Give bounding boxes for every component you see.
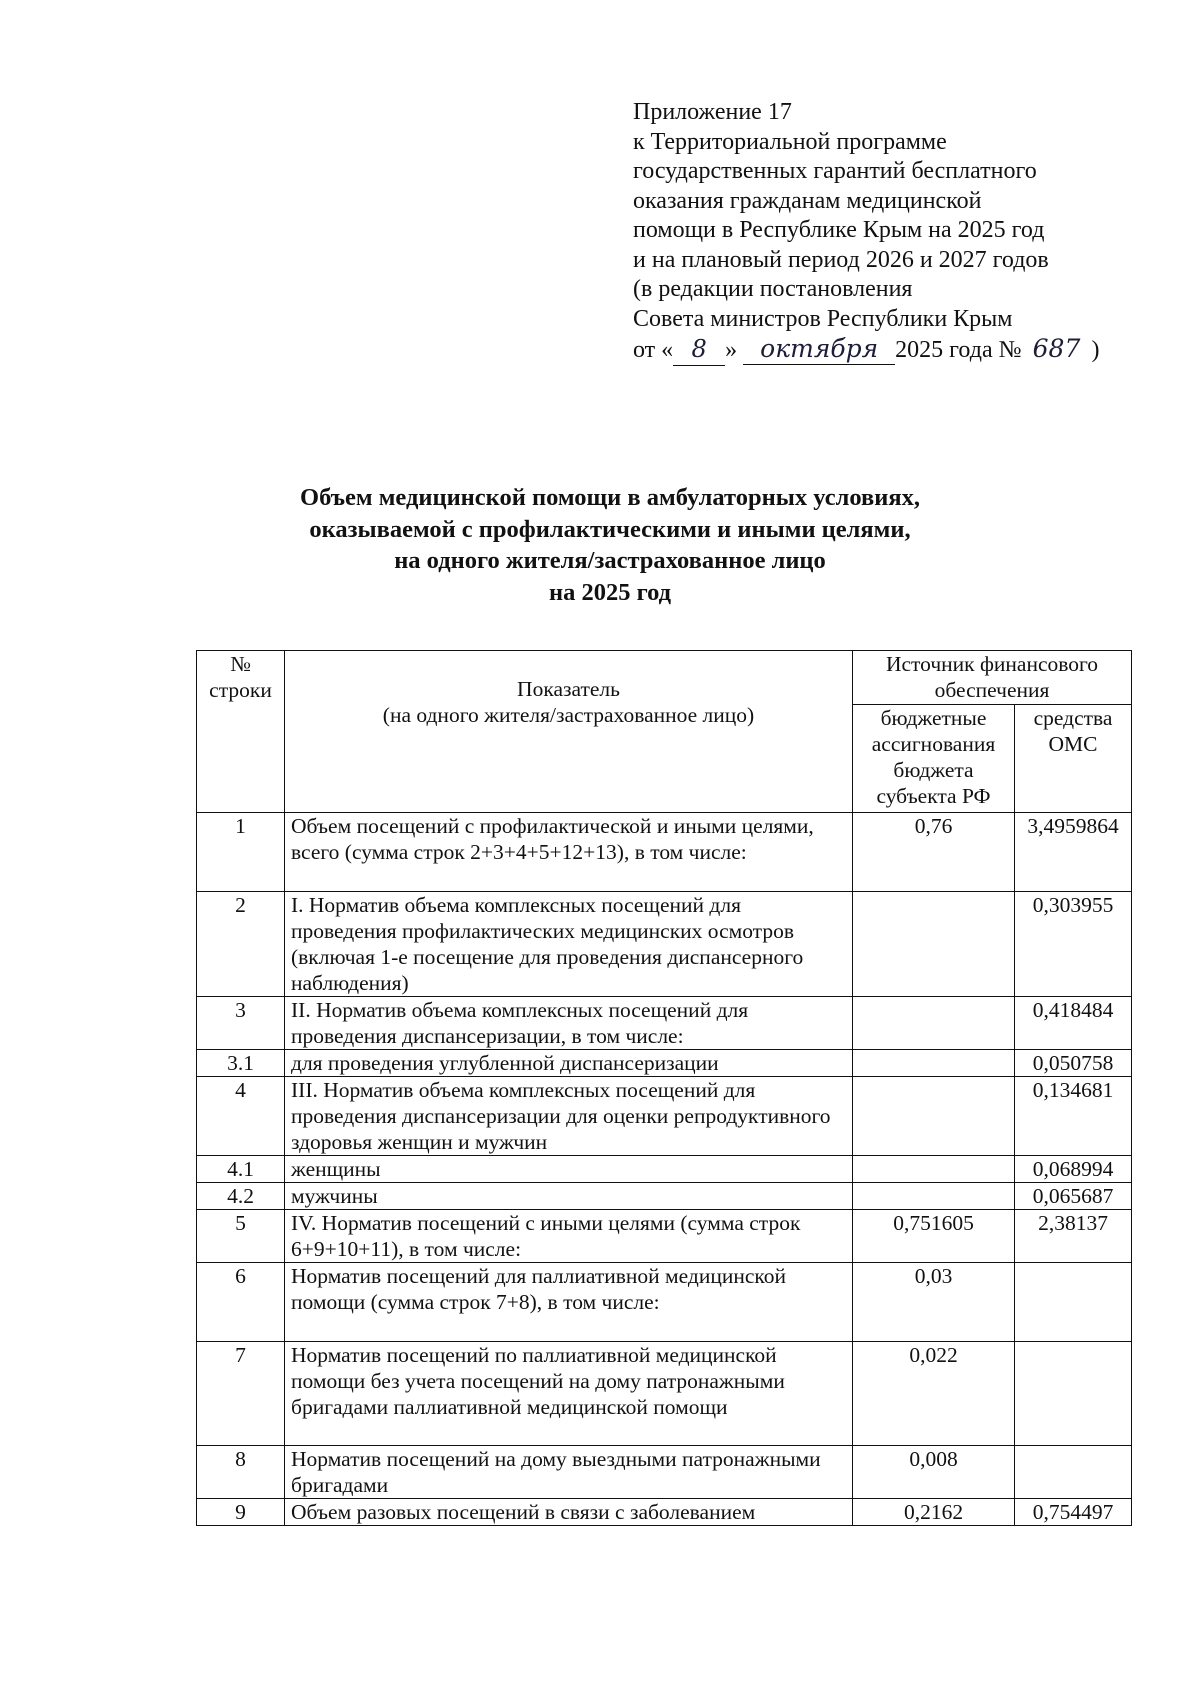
table-row: [197, 997, 1132, 1050]
budget-value-cell: 0,76: [853, 813, 1015, 892]
annex-line: к Территориальной программе: [633, 128, 947, 155]
row-number-cell: 4.1: [197, 1156, 285, 1183]
table-body: [197, 813, 1132, 1526]
indicator-cell: I. Норматив объема комплексных посещений для проведения профилактических медицинских осмотров (включая 1-е посещение для проведения диспансерного наблюдения): [285, 892, 853, 997]
oms-value-cell: 0,050758: [1015, 1050, 1132, 1077]
indicator-cell: III. Норматив объема комплексных посещений для проведения диспансеризации для оценки репродуктивного здоровья женщин и мужчин: [285, 1077, 853, 1156]
budget-value-cell: [853, 997, 1015, 1050]
row-number-cell: 8: [197, 1446, 285, 1499]
row-number-cell: 7: [197, 1342, 285, 1446]
row-number-cell: 9: [197, 1499, 285, 1526]
annex-line: государственных гарантий бесплатного: [633, 158, 1037, 184]
date-suffix: ): [1091, 337, 1100, 363]
oms-value-cell: [1015, 1446, 1132, 1499]
volume-table: [196, 650, 1132, 1526]
oms-value-cell: 2,38137: [1015, 1210, 1132, 1263]
table-row: [197, 1156, 1132, 1183]
handwritten-number: 687: [1032, 334, 1081, 363]
row-number-cell: 6: [197, 1263, 285, 1342]
indicator-cell: IV. Норматив посещений с иными целями (сумма строк 6+9+10+11), в том числе:: [285, 1210, 853, 1263]
header-indicator-title: Показатель: [517, 676, 620, 701]
header-oms: средства ОМС: [1015, 705, 1132, 813]
indicator-cell: Норматив посещений по паллиативной медицинской помощи без учета посещений на дому патронажными бригадами паллиативной медицинской помощи: [285, 1342, 853, 1446]
table-row: [197, 1077, 1132, 1156]
budget-value-cell: 0,008: [853, 1446, 1015, 1499]
budget-value-cell: 0,2162: [853, 1499, 1015, 1526]
document-title: [180, 482, 1040, 608]
table-row: [197, 1342, 1132, 1446]
budget-value-cell: 0,03: [853, 1263, 1015, 1342]
oms-value-cell: [1015, 1342, 1132, 1446]
table-row: [197, 813, 1132, 892]
oms-value-cell: 0,303955: [1015, 892, 1132, 997]
header-indicator: [285, 651, 853, 813]
row-number-cell: 4: [197, 1077, 285, 1156]
budget-value-cell: [853, 892, 1015, 997]
indicator-cell: Норматив посещений на дому выездными патронажными бригадами: [285, 1446, 853, 1499]
table-row: [197, 1210, 1132, 1263]
annex-line: помощи в Республике Крым на 2025 год: [633, 217, 1045, 243]
header-source: Источник финансового обеспечения: [853, 651, 1132, 705]
oms-value-cell: 0,134681: [1015, 1077, 1132, 1156]
oms-value-cell: 0,068994: [1015, 1156, 1132, 1183]
annex-line: оказания гражданам медицинской: [633, 187, 982, 214]
resolution-date-line: [633, 334, 1173, 366]
indicator-cell: Норматив посещений для паллиативной медицинской помощи (сумма строк 7+8), в том числе:: [285, 1263, 853, 1342]
row-number-cell: 2: [197, 892, 285, 997]
indicator-cell: Объем разовых посещений в связи с заболеванием: [285, 1499, 853, 1526]
budget-value-cell: 0,751605: [853, 1210, 1015, 1263]
budget-value-cell: [853, 1156, 1015, 1183]
row-number-cell: 3.1: [197, 1050, 285, 1077]
budget-value-cell: [853, 1077, 1015, 1156]
indicator-cell: для проведения углубленной диспансеризации: [285, 1050, 853, 1077]
table-row: [197, 1263, 1132, 1342]
oms-value-cell: 0,065687: [1015, 1183, 1132, 1210]
row-number-cell: 5: [197, 1210, 285, 1263]
header-indicator-subtitle: (на одного жителя/застрахованное лицо): [382, 702, 755, 727]
row-number-cell: 4.2: [197, 1183, 285, 1210]
title-line: Объем медицинской помощи в амбулаторных условиях,: [300, 484, 920, 511]
table-row: [197, 1050, 1132, 1077]
date-year: 2025 года №: [895, 337, 1022, 363]
annex-line: Приложение 17: [633, 99, 792, 125]
title-line: на одного жителя/застрахованное лицо: [394, 547, 826, 574]
table-row: [197, 1183, 1132, 1210]
header-budget: бюджетные ассигнования бюджета субъекта РФ: [853, 705, 1015, 813]
title-line: на 2025 год: [548, 578, 672, 606]
budget-value-cell: 0,022: [853, 1342, 1015, 1446]
title-line: оказываемой с профилактическими и иными целями,: [309, 515, 911, 543]
oms-value-cell: 3,4959864: [1015, 813, 1132, 892]
handwritten-day: 8: [673, 335, 725, 366]
row-number-cell: 3: [197, 997, 285, 1050]
oms-value-cell: 0,754497: [1015, 1499, 1132, 1526]
header-row-no: № строки: [197, 651, 285, 813]
table-row: [197, 892, 1132, 997]
indicator-cell: мужчины: [285, 1183, 853, 1210]
indicator-cell: Объем посещений с профилактической и иными целями, всего (сумма строк 2+3+4+5+12+13), в том числе:: [285, 813, 853, 892]
budget-value-cell: [853, 1183, 1015, 1210]
date-prefix: от «: [633, 337, 674, 363]
oms-value-cell: 0,418484: [1015, 997, 1132, 1050]
table-row: [197, 1499, 1132, 1526]
annex-line: (в редакции постановления: [633, 276, 913, 302]
oms-value-cell: [1015, 1263, 1132, 1342]
annex-block: [633, 98, 1173, 366]
indicator-cell: II. Норматив объема комплексных посещений для проведения диспансеризации, в том числе:: [285, 997, 853, 1050]
annex-line: Совета министров Республики Крым: [633, 305, 1013, 332]
budget-value-cell: [853, 1050, 1015, 1077]
indicator-cell: женщины: [285, 1156, 853, 1183]
annex-line: и на плановый период 2026 и 2027 годов: [633, 246, 1049, 273]
row-number-cell: 1: [197, 813, 285, 892]
table-row: [197, 1446, 1132, 1499]
date-mid: »: [725, 337, 738, 363]
handwritten-month: октября: [743, 334, 895, 365]
